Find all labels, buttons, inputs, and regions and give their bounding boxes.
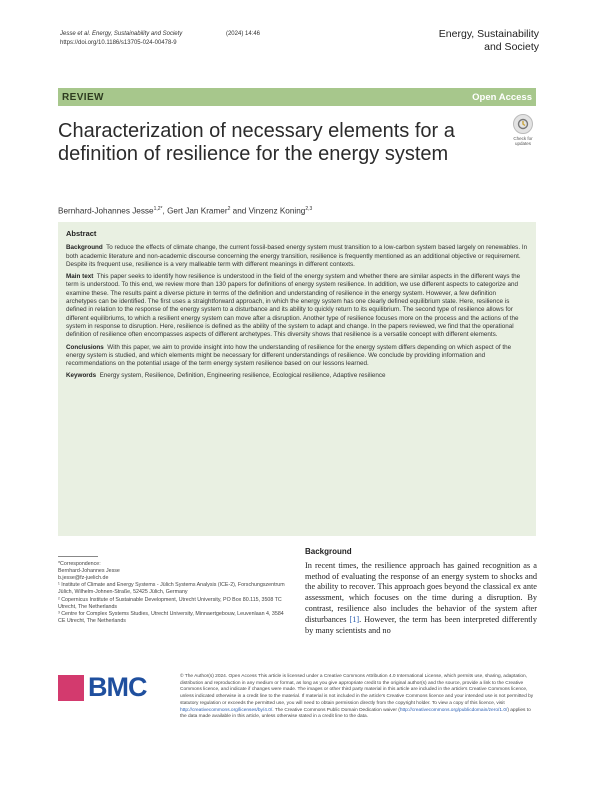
- abstract-conclusions-text: With this paper, we aim to provide insight into how the understanding of resilience for the energy system differs depending on which aspect of the energy system is studied, and which elements might be necessary for different understandings of resilience. We conclude by providing information and recommendations on the potential usage of the term energy system resilience based on our lessons learned.: [66, 343, 512, 368]
- body-text: In recent times, the resilience approach has gained recognition as a method of evaluating the response of an energy system to shocks and the ability to recover. This approach goes beyond the classical ex ante assessment, which focuses on the time during a disruption. By contrast, resilience also includes the behavior of the system after disturbances: [305, 560, 537, 624]
- bmc-logo: [58, 672, 147, 703]
- bmc-logo-mark: [58, 675, 84, 701]
- abstract-main-label: Main text: [66, 273, 94, 281]
- citation-link[interactable]: [1]: [349, 614, 360, 624]
- abstract-background: [66, 244, 528, 269]
- author-separator: and: [230, 206, 249, 216]
- author-name[interactable]: Vinzenz Koning: [248, 206, 306, 216]
- check-for-updates-line1: Check for: [513, 136, 533, 141]
- correspondence-label: *Correspondence:: [58, 560, 101, 567]
- article-title: Characterization of necessary elements for a definition of resilience for the energy system: [58, 120, 455, 165]
- author-separator: ,: [162, 206, 168, 216]
- abstract-background-text: To reduce the effects of climate change, the current fossil-based energy system must transition to a low-carbon system based largely on renewables. In both academic literature and non-academic discourse concerning the energy transition, resilience is frequently mentioned as an additional objective or requirement. Despite its frequent use, resilience is a very malleable term with different meanings in different contexts.: [66, 244, 528, 268]
- article-type-label: REVIEW: [62, 91, 104, 103]
- abstract-main-text: [66, 273, 528, 339]
- license-text: . The Creative Commons Public Domain Dedication waiver (: [272, 707, 400, 713]
- open-access-label: Open Access: [472, 91, 532, 103]
- abstract-keywords: [66, 372, 528, 380]
- article-type-banner: [58, 88, 536, 106]
- abstract-conclusions: [66, 344, 528, 369]
- body-text: . However, the term has been interpreted differently by many scientists and no: [305, 614, 538, 635]
- license-text: © The Author(s) 2024. Open Access This article is licensed under a Creative Commons Attribution 4.0 International License, which permits use, sharing, adaptation, distribution and reproduction in any medium or format, as long as you give appropriate credit to the original author(s) and the source, provide a link to the Creative Commons licence, and indicate if changes were made. The images or other third party material in this article are included in the article's Creative Commons licence, unless indicated otherwise in a credit line to the material. If material is not included in the article's Creative Commons licence and your intended use is not permitted by statutory regulation or exceeds the permitted use, you will need to obtain permission directly from the copyright holder. To view a copy of this licence, visit: [180, 674, 534, 706]
- affiliation-1: ¹ Institute of Climate and Energy Systems - Jülich Systems Analysis (ICE-2), Forschungszentrum Jülich, Wilhelm-Johnen-Straße, 52425 Jülich, Germany: [58, 582, 285, 596]
- author-affiliation-mark: 2,3: [305, 206, 313, 212]
- author-list: [58, 206, 528, 216]
- citation-block: [60, 30, 260, 48]
- correspondence-footnotes: [58, 556, 288, 625]
- body-text-column: [305, 547, 537, 636]
- abstract-conclusions-label: Conclusions: [66, 343, 104, 351]
- year-volume: (2024) 14:46: [225, 31, 260, 37]
- abstract-main-body: This paper seeks to identify how resilience is understood in the field of the energy system and whether there are similar aspects in the different ways the term is understood. To this end, we review more than 130 papers for definitions of energy system resilience. In addition, we use different aspects to categorize and examine these. The results paint a diverse picture in terms of the definition and understanding of resilience in the energy system. However, a few definition archetypes can be identified. The first uses a straightforward approach, in which the energy system has one clearly defined equilibrium state. Here, resilience is defined in relation to the response of the energy system to a disturbance and its ability to quickly return to its equilibrium. The second type of resilience allows for different equilibriums, to which a resilient energy system can move after a disruption. Another type of resilience focuses more on the process and the actions of the system in response to disruption. Here, resilience is defined as the ability of the system to adapt and change. In the papers reviewed, we find that the operational definition of resilience often encompasses aspects of different archetypes. This diversity shows that resilience is a versatile concept with different elements.: [66, 273, 521, 339]
- author-affiliation-mark: 1,2*: [153, 206, 163, 212]
- check-for-updates-line2: updates: [514, 141, 531, 146]
- journal-short-name: Jesse et al. Energy, Sustainability and Society: [60, 31, 183, 37]
- keywords-label: Keywords: [66, 372, 97, 380]
- abstract-box: [58, 222, 536, 536]
- bmc-logo-text: BMC: [88, 672, 147, 702]
- license-text: ) applies to the data made available in this article, unless otherwise stated in a credit line to the data.: [180, 707, 531, 720]
- journal-title-line2: and Society: [484, 41, 539, 53]
- author-name[interactable]: Gert Jan Kramer: [167, 206, 228, 216]
- check-for-updates-icon: [513, 114, 533, 134]
- abstract-background-label: Background: [66, 244, 103, 252]
- affiliation-2: ² Copernicus Institute of Sustainable Development, Utrecht University, PO Box 80.115, 3508 TC Utrecht, The Netherlands: [58, 596, 282, 610]
- footnote-divider: [58, 556, 98, 557]
- correspondence-name: Bernhard-Johannes Jesse: [58, 567, 120, 574]
- author-affiliation-mark: 2: [227, 206, 231, 212]
- body-paragraph: [305, 561, 537, 637]
- license-link[interactable]: http://creativecommons.org/licenses/by/4.0/: [180, 707, 273, 713]
- doi-link[interactable]: https://doi.org/10.1186/s13705-024-00478-9: [60, 40, 177, 46]
- public-domain-link[interactable]: http://creativecommons.org/publicdomain/zero/1.0/: [399, 707, 508, 713]
- keywords-text: Energy system, Resilience, Definition, Engineering resilience, Ecological resilience, Adaptive resilience: [99, 372, 386, 380]
- section-heading-background: Background: [305, 547, 352, 556]
- journal-title: [409, 28, 539, 54]
- journal-title-line1: Energy, Sustainability: [438, 28, 539, 40]
- license-statement: [180, 674, 536, 721]
- abstract-heading: Abstract: [66, 229, 97, 238]
- correspondence-email[interactable]: b.jesse@fz-juelich.de: [58, 575, 109, 581]
- check-for-updates-button[interactable]: [508, 114, 538, 152]
- affiliation-3: ³ Centre for Complex Systems Studies, Utrecht University, Minnaertgebouw, Leuvenlaan 4, 3584 CE Utrecht, The Netherlands: [58, 611, 284, 625]
- author-name[interactable]: Bernhard-Johannes Jesse: [58, 206, 154, 216]
